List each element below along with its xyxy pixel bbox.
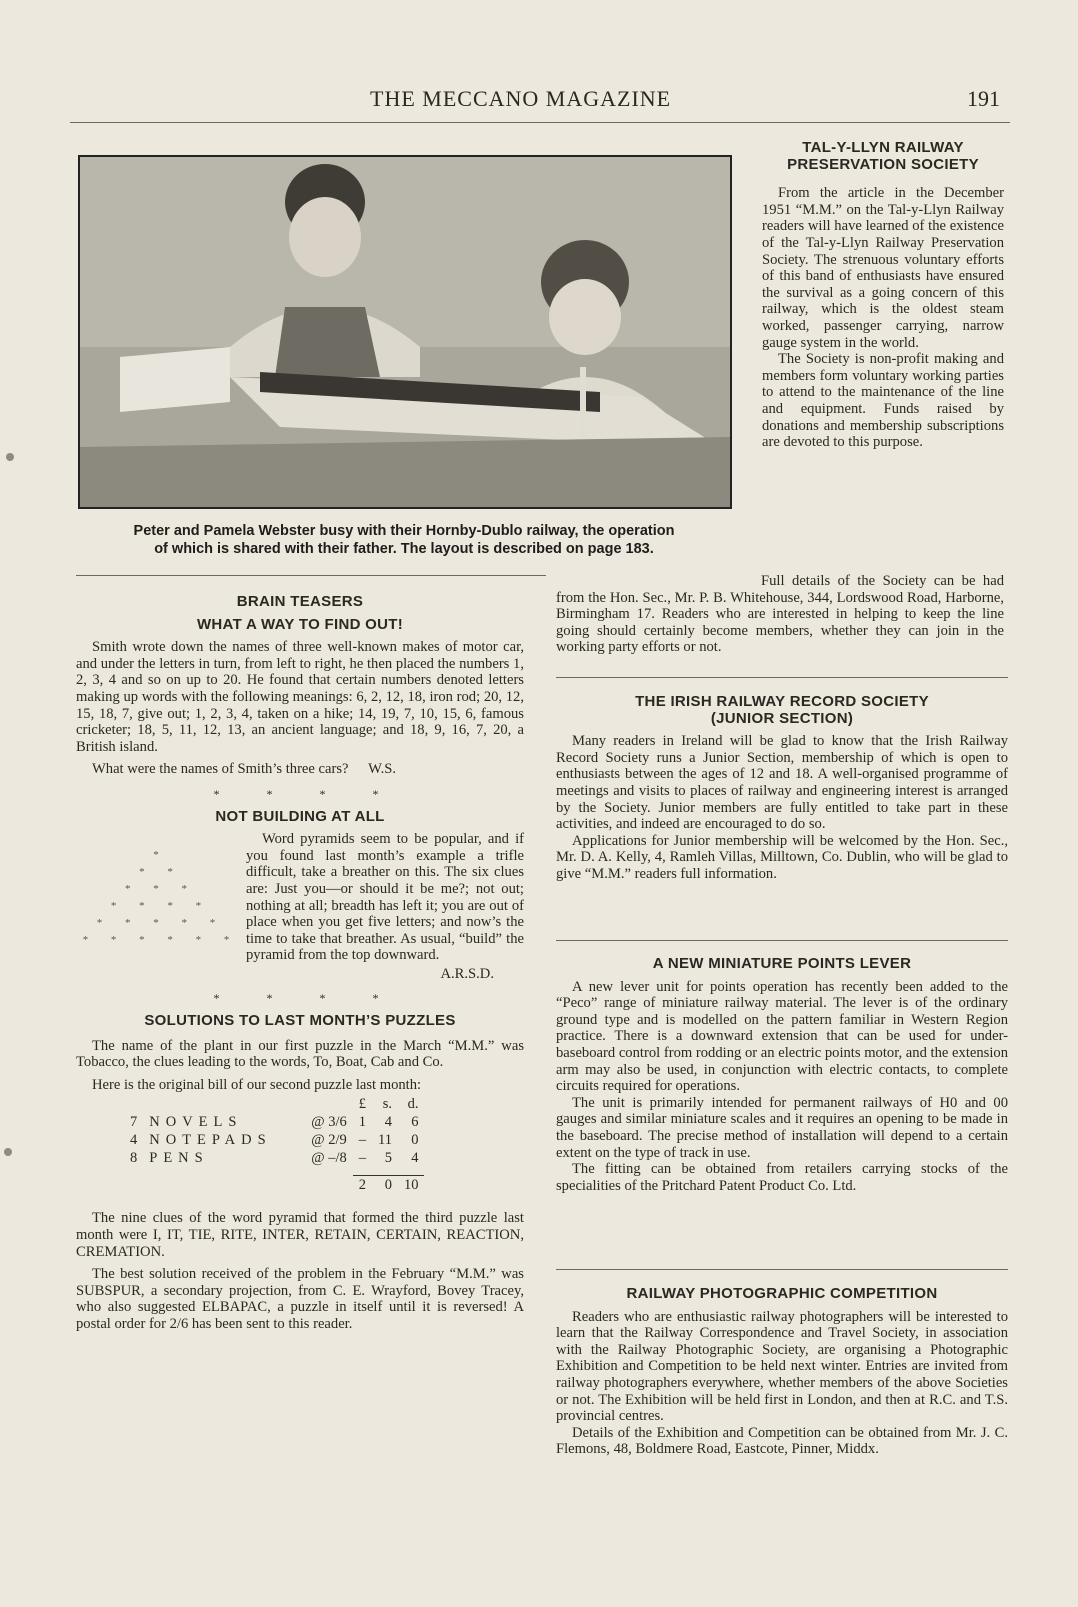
photo-competition-paragraph-2: Details of the Exhibition and Competition can be obtained from Mr. J. C. Flemons, 48, Boldmere Road, Eastcote, Pinner, Middx. [556,1424,1008,1458]
points-lever-paragraph-1: A new lever unit for points operation has recently been added to the “Peco” range of miniature railway material. The lever is of the ordinary ground type and is modelled on the pattern familiar in Western Region practice. There is a downward extension that can be used for under-baseboard control from rodding or an electric points motor, and the extension arm may also be used, in conjunction with electric contacts, to complete circuits required for operations. [556,978,1008,1095]
pyramid-row: * * [139,866,183,879]
bill-pence: 0 [411,1132,419,1149]
bill-rate: @ 3/6 [311,1114,347,1131]
bill-shillings: 5 [384,1150,392,1167]
bill-total-pounds: 2 [353,1176,372,1195]
talyllyn-rule [556,677,1008,678]
pyramid-row: * * * [125,883,197,896]
bill-spacer-row [124,1167,424,1176]
solutions-heading: SOLUTIONS TO LAST MONTH’S PUZZLES [144,1012,456,1030]
puzzle-1-question [76,761,524,778]
bill-header-pounds: £ [358,1096,367,1113]
bill-header-shillings: s. [382,1096,392,1113]
irish-rule [556,940,1008,941]
solution-4-text: The best solution received of the problem in the February “M.M.” was SUBSPUR, a secondary projection, from C. E. Wrayford, Bovey Tracey, who also suggested ELBAPAC, a puzzle in itself until it is reversed! A postal order for 2/6 has been sent to this reader. [76,1266,524,1332]
table-row [124,1131,424,1149]
talyllyn-heading-2: PRESERVATION SOCIETY [787,155,979,173]
puzzle-2-heading: NOT BUILDING AT ALL [215,807,385,825]
puzzle-1-signature: W.S. [368,761,397,778]
caption-rule [76,575,546,576]
pyramid-row: * * * * * [96,917,226,930]
bill-table [124,1095,424,1194]
talyllyn-heading-1: TAL-Y-LLYN RAILWAY [802,139,964,156]
bill-item: NOTEPADS [149,1132,272,1149]
bill-rate: @ 2/9 [311,1132,347,1149]
page-header [70,86,1010,118]
bill-shillings: 11 [378,1132,392,1149]
photo-children-railway [78,155,732,509]
puzzle-2-text: Word pyramids seem to be popular, and if you found last month’s example a trifle difficult, take a breather on this. The six clues are: Just you—or should it be me?; not out; nothing at all; breadth has left it; you are out of place when you get five letters; and now’s the time to take that breather. As usual, “build” the pyramid from the top downward. [246,831,524,964]
section-separator-1: * * * * [213,786,401,801]
points-lever-heading: A NEW MINIATURE POINTS LEVER [652,955,912,972]
photo-competition-article [556,1286,1008,1464]
puzzle-2-signature: A.R.S.D. [440,965,494,982]
points-lever-rule [556,1269,1008,1270]
irish-paragraph-2: Applications for Junior membership will be welcomed by the Hon. Sec., Mr. D. A. Kelly, 4, Ramleh Villas, Milltown, Co. Dublin, who will be glad to give “M.M.” readers full information. [556,832,1008,882]
puzzle-1-question-text: What were the names of Smith’s three cars? [92,761,349,778]
pyramid-row: * * * * [110,900,212,913]
bill-total-shillings: 0 [372,1176,398,1195]
brain-teasers-heading: BRAIN TEASERS [236,593,364,610]
bill-pounds: 1 [358,1114,367,1131]
bill-total-pence: 10 [398,1176,425,1195]
page-blemish [6,453,14,461]
table-row [124,1113,424,1131]
puzzle-1-text: Smith wrote down the names of three well-known makes of motor car, and under the letters in turn, from left to right, he then placed the numbers 1, 2, 3, 4 and so on up to 20. He found that certain numbers denoted letters making up words with the following meanings: 6, 2, 12, 18, iron rod; 20, 12, 15, 18, 7, give out; 1, 2, 3, 4, taken on a hike; 14, 19, 7, 10, 15, 6, famous cricketer; 18, 5, 11, 12, 13, an ancient language; and 18, 9, 16, 7, 20, a British island. [76,639,524,755]
bill-item: NOVELS [149,1114,243,1131]
irish-heading-1: THE IRISH RAILWAY RECORD SOCIETY [635,693,929,710]
bill-qty: 4 [130,1132,138,1149]
header-rule [70,122,1010,123]
caption-line-2: of which is shared with their father. The layout is described on page 183. [154,541,654,557]
table-row [124,1149,424,1167]
bill-pounds: – [358,1132,367,1149]
bill-rate: @ –/8 [311,1150,347,1167]
bill-total-row [124,1176,424,1195]
section-separator-2: * * * * [213,991,401,1006]
photo-competition-heading: RAILWAY PHOTOGRAPHIC COMPETITION [626,1285,938,1302]
bill-pence: 4 [411,1150,419,1167]
bill-pence: 6 [411,1114,419,1131]
irish-railway-article [556,694,1008,889]
points-lever-paragraph-2: The unit is primarily intended for permanent railways of H0 and 00 gauges and similar miniature scales and it requires an opening to be made in the baseboard. The precise method of installation will depend to a certain extent on the type of track in use. [556,1094,1008,1161]
solution-1-text: The name of the plant in our first puzzle in the March “M.M.” was Tobacco, the clues leading to the words, To, Boat, Cab and Co. [76,1037,524,1071]
pyramid-row: * [153,849,169,862]
talyllyn-paragraph-3: Full details of the Society can be had from the Hon. Sec., Mr. P. B. Whitehouse, 344, Lordswood Road, Harborne, Birmingham 17. Readers who are interested in helping to keep the line going should certainly become members, whether they can join in the working party efforts or not. [556,573,1004,656]
points-lever-article [556,956,1008,1200]
page-blemish [4,1148,12,1156]
bill-shillings: 4 [384,1114,392,1131]
bill-qty: 8 [130,1150,138,1167]
caption-line-1: Peter and Pamela Webster busy with their Hornby-Dublo railway, the operation [133,523,675,539]
photo-competition-paragraph-1: Readers who are enthusiastic railway photographers will be interested to learn that the Railway Correspondence and Travel Society, in association with the Railway Photographic Society, are organising a Photographic Exhibition and Competition to be held next winter. Entries are invited from railway photographers everywhere, whether members of the above Societies or not. The Exhibition will be held first in London, and then at R.C. and T.S. provincial centres. [556,1308,1008,1425]
talyllyn-article [762,140,1004,451]
talyllyn-paragraph-1: From the article in the December 1951 “M.M.” on the Tal-y-Llyn Railway readers will have learned of the existence of the Tal-y-Llyn Railway Preservation Society. The strenuous voluntary efforts of this band of enthusiasts have ensured the survival as a going concern of this railway, which is the oldest steam worked, passenger carrying, narrow gauge system in the world. [762,185,1004,351]
bill-qty: 7 [130,1114,138,1131]
page-number: 191 [967,86,1000,111]
photo-caption [76,522,732,558]
brain-teasers-column [76,594,524,1339]
solution-3-text: The nine clues of the word pyramid that formed the third puzzle last month were I, IT, TIE, RITE, INTER, RETAIN, CERTAIN, REACTION, CREMATION. [76,1210,524,1260]
points-lever-paragraph-3: The fitting can be obtained from retailers carrying stocks of the specialities of the Pritchard Patent Product Co. Ltd. [556,1161,1008,1194]
photo-illustration [80,157,730,507]
word-pyramid [76,847,246,949]
irish-paragraph-1: Many readers in Ireland will be glad to know that the Irish Railway Record Society runs a Junior Section, membership of which is open to enthusiasts between the ages of 12 and 18. A well-organised programme of meetings and visits to places of railway and engineering interest is arranged by the Society. Junior members are fully entitled to take part in these activities, and indeed are encouraged to do so. [556,733,1008,833]
puzzle-1-heading: WHAT A WAY TO FIND OUT! [196,615,404,633]
pyramid-row: * * * * * * [82,934,240,947]
bill-header-pence: d. [407,1096,419,1113]
bill-header-row [124,1095,424,1113]
bill-pounds: – [358,1150,367,1167]
magazine-title: THE MECCANO MAGAZINE [370,86,672,111]
talyllyn-article-continued [556,573,1004,662]
bill-item: PENS [149,1150,209,1167]
talyllyn-paragraph-2: The Society is non-profit making and members form voluntary working parties to attend to the maintenance of the line and equipment. Funds raised by donations and membership subscriptions are devoted to this purpose. [762,351,1004,451]
solution-2-intro: Here is the original bill of our second puzzle last month: [92,1076,422,1093]
irish-heading-2: (JUNIOR SECTION) [710,709,854,727]
